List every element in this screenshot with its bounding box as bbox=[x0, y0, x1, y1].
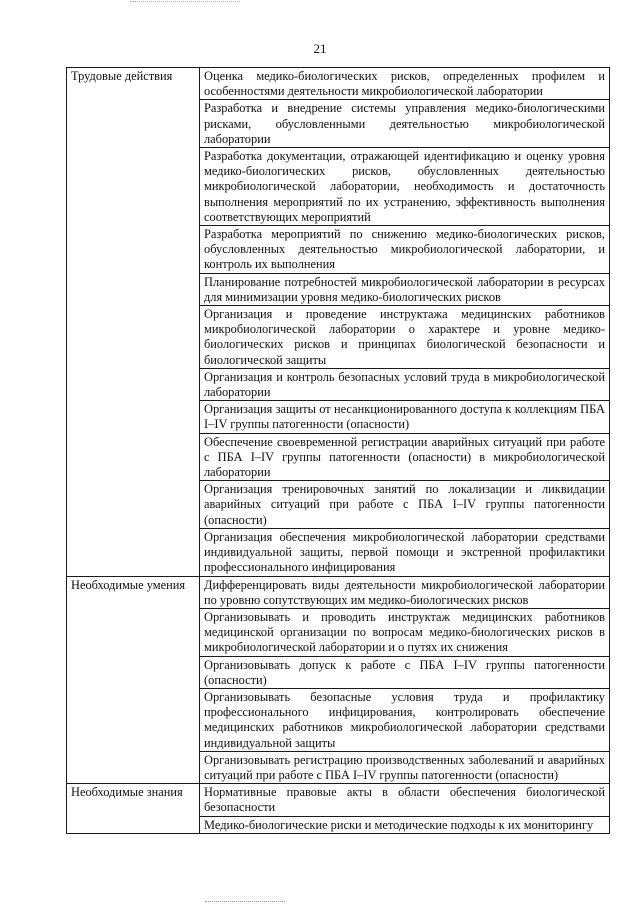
page-number: 21 bbox=[313, 41, 327, 56]
section-item: Организация обеспечения микробиологической лаборатории средствами индивидуальной защиты, первой помощи и экстренной профилактики профессионального инфицирования bbox=[200, 528, 610, 576]
section-item: Организовывать допуск к работе с ПБА I–IV группы патогенности (опасности) bbox=[200, 656, 610, 688]
section-item: Обеспечение своевременной регистрации аварийных ситуаций при работе с ПБА I–IV группы патогенности (опасности) в микробиологической лаборатории bbox=[200, 433, 610, 481]
section-item: Разработка и внедрение системы управления медико-биологическими рисками, обусловленными деятельностью микробиологической лаборатории bbox=[200, 100, 610, 148]
section-item: Организация и проведение инструктажа медицинских работников микробиологической лаборатории о характере и уровне медико-биологических рисков и принципах биологической безопасности и биологической защиты bbox=[200, 306, 610, 369]
section-item: Дифференцировать виды деятельности микробиологической лаборатории по уровню сопутствующих им медико-биологических рисков bbox=[200, 576, 610, 608]
section-item: Организовывать регистрацию производственных заболеваний и аварийных ситуаций при работе с ПБА I–IV группы патогенности (опасности) bbox=[200, 751, 610, 783]
section-item: Разработка мероприятий по снижению медико-биологических рисков, обусловленных деятельностью микробиологической лаборатории, и контроль их выполнения bbox=[200, 226, 610, 274]
section-item: Организовывать безопасные условия труда и профилактику профессионального инфицирования, контролировать обеспечение медицинских работников микробиологической лаборатории средствами индивидуальной защиты bbox=[200, 688, 610, 751]
table-row bbox=[67, 68, 610, 100]
section-item: Разработка документации, отражающей идентификацию и оценку уровня медико-биологических рисков, обусловленных деятельностью микробиологической лаборатории, необходимость и достаточность выполнения мероприятий по их устранению, эффективность выполнения соответствующих мероприятий bbox=[200, 148, 610, 226]
section-item: Медико-биологические риски и методические подходы к их мониторингу bbox=[200, 816, 610, 833]
section-label: Необходимые знания bbox=[67, 784, 200, 834]
section-item: Организация защиты от несанкционированного доступа к коллекциям ПБА I–IV группы патогенности (опасности) bbox=[200, 401, 610, 433]
section-item: Планирование потребностей микробиологической лаборатории в ресурсах для минимизации уровня медико-биологических рисков bbox=[200, 273, 610, 305]
table-row bbox=[67, 576, 610, 608]
section-label: Трудовые действия bbox=[67, 68, 200, 577]
section-item: Организация и контроль безопасных условий труда в микробиологической лаборатории bbox=[200, 368, 610, 400]
section-item: Организация тренировочных занятий по локализации и ликвидации аварийных ситуаций при работе с ПБА I–IV группы патогенности (опасности) bbox=[200, 481, 610, 529]
section-item: Нормативные правовые акты в области обеспечения биологической безопасности bbox=[200, 784, 610, 816]
labor-functions-table bbox=[66, 67, 610, 834]
scan-artifact-top bbox=[130, 1, 240, 3]
section-label: Необходимые умения bbox=[67, 576, 200, 784]
section-item: Организовывать и проводить инструктаж медицинских работников медицинской организации по вопросам медико-биологических рисков в микробиологической лаборатории и о путях их снижения bbox=[200, 608, 610, 656]
table-row bbox=[67, 784, 610, 816]
section-item: Оценка медико-биологических рисков, определенных профилем и особенностями деятельности микробиологической лаборатории bbox=[200, 68, 610, 100]
scan-artifact-bottom bbox=[205, 901, 285, 903]
